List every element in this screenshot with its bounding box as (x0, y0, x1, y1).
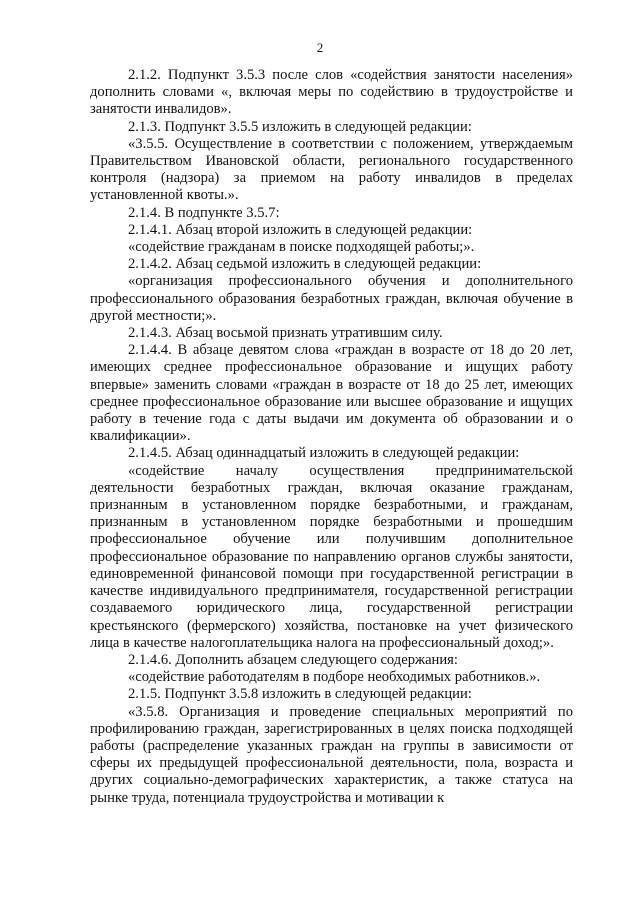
page-number: 2 (316, 40, 324, 55)
paragraph-2-1-4-4: 2.1.4.4. В абзаце девятом слова «граждан в возрасте от 18 до 20 лет, имеющих среднее профессиональное образование и ищущих работу впервые» заменить словами «граждан в возрасте от 18 до 25 лет, имеющих среднее профессиональное образование или высшее образование и ищущих работу в течение года с даты выдачи им документа об образовании и о квалификации». (90, 342, 573, 445)
quote-abzac-2: «содействие гражданам в поиске подходящей работы;». (128, 239, 475, 256)
paragraph-2-1-4-1: 2.1.4.1. Абзац второй изложить в следующей редакции: (128, 221, 473, 238)
quote-3-5-5: «3.5.5. Осуществление в соответствии с положением, утверждаемым Правительством Ивановской области, регионального государственного контроля (надзора) за приемом на работу инвалидов в пределах установленной квоты.». (90, 135, 573, 204)
paragraph-2-1-4-6: 2.1.4.6. Дополнить абзацем следующего содержания: (128, 651, 458, 668)
paragraph-2-1-3: 2.1.3. Подпункт 3.5.5 изложить в следующей редакции: (128, 118, 472, 135)
paragraph-2-1-2: 2.1.2. Подпункт 3.5.3 после слов «содействия занятости населения» дополнить словами «, включая меры по содействию в трудоустройстве и занятости инвалидов». (90, 67, 573, 118)
paragraph-2-1-4: 2.1.4. В подпункте 3.5.7: (128, 204, 280, 221)
quote-new-abzac: «содействие работодателям в подборе необходимых работников.». (128, 669, 541, 686)
quote-abzac-11: «содействие началу осуществления предпринимательской деятельности безработных граждан, включая оказание гражданам, признанным в установленном порядке безработными, и гражданам, признанным в установленном порядке безработными и прошедшим профессиональное обучение или получившим дополнительное профессиональное образование по направлению органов службы занятости, единовременной финансовой помощи при государственной регистрации в качестве индивидуального предпринимателя, государственной регистрации создаваемого юридического лица, государственной регистрации крестьянского (фермерского) хозяйства, постановке на учет физического лица в качестве налогоплательщика налога на профессиональный доход;». (90, 462, 573, 651)
quote-3-5-8: «3.5.8. Организация и проведение специальных мероприятий по профилированию граждан, зарегистрированных в целях поиска подходящей работы (распределение указанных граждан на группы в зависимости от сферы их предыдущей профессиональной деятельности, пола, возраста и других социально-демографических характеристик, а также статуса на рынке труда, потенциала трудоустройства и мотивации к (90, 703, 573, 806)
paragraph-2-1-4-3: 2.1.4.3. Абзац восьмой признать утратившим силу. (128, 325, 443, 342)
document-body (90, 67, 573, 807)
paragraph-2-1-4-2: 2.1.4.2. Абзац седьмой изложить в следующей редакции: (128, 256, 482, 273)
paragraph-2-1-4-5: 2.1.4.5. Абзац одиннадцатый изложить в следующей редакции: (128, 445, 520, 462)
paragraph-2-1-5: 2.1.5. Подпункт 3.5.8 изложить в следующей редакции: (128, 686, 472, 703)
quote-abzac-7: «организация профессионального обучения и дополнительного профессионального образования безработных граждан, включая обучение в другой местности;». (90, 273, 573, 324)
